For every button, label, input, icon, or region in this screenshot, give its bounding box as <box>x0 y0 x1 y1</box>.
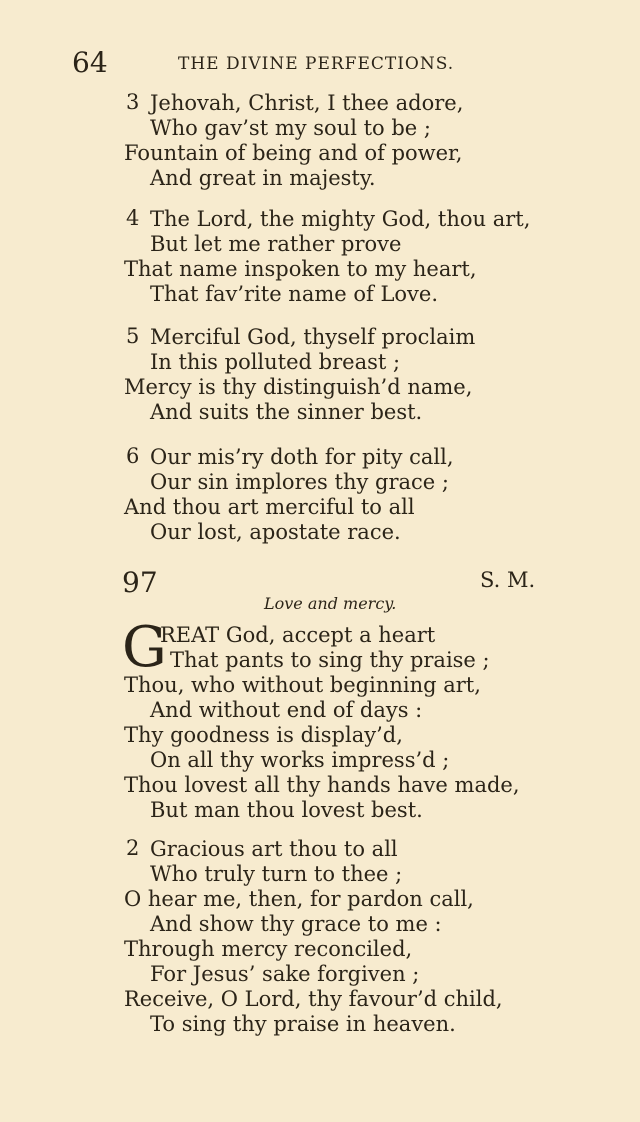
verse-line: Jehovah, Christ, I thee adore, <box>150 91 464 115</box>
verse-line: In this polluted breast ; <box>150 350 401 374</box>
verse-line: And suits the sinner best. <box>150 400 423 424</box>
verse-line: And great in majesty. <box>150 166 376 190</box>
stanza-number: 4 <box>126 206 140 230</box>
verse-line: And show thy grace to me : <box>150 912 442 936</box>
verse-line: Gracious art thou to all <box>150 837 398 861</box>
verse-line: But man thou lovest best. <box>150 798 423 822</box>
page-header <box>72 46 492 82</box>
stanza-number: 6 <box>126 444 140 468</box>
drop-cap: G <box>122 615 167 680</box>
stanza-number: 5 <box>126 324 140 348</box>
verse-line: Who gav’st my soul to be ; <box>150 116 431 140</box>
verse-line: But let me rather prove <box>150 232 402 256</box>
hymn-number: 97 <box>122 566 158 599</box>
verse-line: Mercy is thy distinguish’d name, <box>124 375 473 399</box>
verse-line: Thy goodness is display’d, <box>124 723 403 747</box>
verse-line: REAT God, accept a heart <box>160 623 436 647</box>
verse-line: For Jesus’ sake forgiven ; <box>150 962 420 986</box>
verse-line: That fav’rite name of Love. <box>150 282 439 306</box>
verse-line: Our sin implores thy grace ; <box>150 470 449 494</box>
hymn-meter: S. M. <box>480 568 536 592</box>
verse-line: Who truly turn to thee ; <box>150 862 403 886</box>
verse-line: Thou lovest all thy hands have made, <box>124 773 520 797</box>
verse-line: And thou art merciful to all <box>124 495 415 519</box>
stanza-number: 3 <box>126 90 140 114</box>
verse-line: Fountain of being and of power, <box>124 141 463 165</box>
verse-line: O hear me, then, for pardon call, <box>124 887 474 911</box>
verse-line: Receive, O Lord, thy favour’d child, <box>124 987 503 1011</box>
running-title: THE DIVINE PERFECTIONS. <box>178 54 455 74</box>
hymn-subtitle: Love and mercy. <box>264 594 397 613</box>
verse-line: To sing thy praise in heaven. <box>150 1012 456 1036</box>
verse-line: And without end of days : <box>150 698 423 722</box>
verse-line: Our lost, apostate race. <box>150 520 401 544</box>
verse-line: On all thy works impress’d ; <box>150 748 450 772</box>
verse-line: Thou, who without beginning art, <box>124 673 481 697</box>
page-number: 64 <box>72 46 108 79</box>
verse-line: Our mis’ry doth for pity call, <box>150 445 454 469</box>
verse-line: Merciful God, thyself proclaim <box>150 325 476 349</box>
verse-line: Through mercy reconciled, <box>124 937 413 961</box>
verse-line: That name inspoken to my heart, <box>124 257 477 281</box>
verse-line: The Lord, the mighty God, thou art, <box>150 207 531 231</box>
verse-line: That pants to sing thy praise ; <box>170 648 490 672</box>
stanza-number: 2 <box>126 836 140 860</box>
